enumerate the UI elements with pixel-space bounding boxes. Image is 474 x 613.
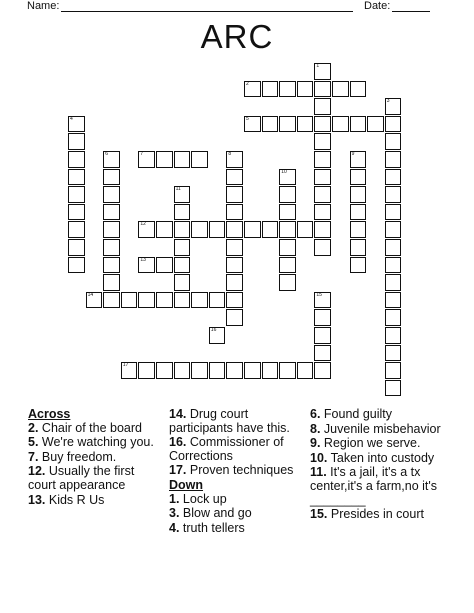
- grid-cell[interactable]: [385, 98, 402, 115]
- clue-column-1: [28, 408, 163, 508]
- grid-cell[interactable]: [121, 292, 138, 309]
- grid-cell[interactable]: [385, 169, 402, 186]
- clue-text: Proven techniques: [186, 463, 294, 478]
- grid-cell[interactable]: [68, 257, 85, 274]
- grid-cell[interactable]: [262, 362, 279, 379]
- cell-number: 13: [140, 256, 146, 263]
- clue-item: [28, 422, 163, 436]
- grid-cell[interactable]: [191, 151, 208, 168]
- cell-number: 12: [140, 221, 146, 228]
- grid-cell[interactable]: [385, 362, 402, 379]
- grid-cell[interactable]: [174, 221, 191, 238]
- grid-cell[interactable]: [244, 81, 261, 98]
- cell-number: 1: [316, 63, 320, 69]
- grid-cell[interactable]: [385, 186, 402, 203]
- grid-cell[interactable]: [314, 116, 331, 133]
- clue-number: 14.: [169, 407, 187, 421]
- grid-cell[interactable]: [297, 362, 314, 379]
- grid-cell[interactable]: [350, 257, 367, 274]
- grid-cell[interactable]: [350, 169, 367, 186]
- clue-text: Region we serve.: [320, 436, 421, 451]
- grid-cell[interactable]: [174, 239, 191, 256]
- clue-item: [28, 494, 163, 508]
- grid-cell[interactable]: [279, 186, 296, 203]
- grid-cell[interactable]: [209, 221, 226, 238]
- grid-cell[interactable]: [174, 362, 191, 379]
- grid-cell[interactable]: [226, 221, 243, 238]
- clue-item: [28, 465, 163, 492]
- clue-item: [310, 508, 450, 522]
- grid-cell[interactable]: [226, 186, 243, 203]
- grid-cell[interactable]: [226, 362, 243, 379]
- grid-cell[interactable]: [332, 81, 349, 98]
- grid-cell[interactable]: [367, 116, 384, 133]
- grid-cell[interactable]: [314, 309, 331, 326]
- grid-cell[interactable]: [156, 362, 173, 379]
- cell-number: 7: [140, 151, 144, 157]
- grid-cell[interactable]: [350, 221, 367, 238]
- grid-cell[interactable]: [191, 362, 208, 379]
- grid-cell[interactable]: [138, 151, 155, 168]
- cell-number: 15: [316, 291, 322, 298]
- across-heading: Across: [28, 407, 71, 421]
- grid-cell[interactable]: [226, 169, 243, 186]
- grid-cell[interactable]: [314, 221, 331, 238]
- clue-text: Taken into custody: [327, 450, 435, 465]
- clue-number: 9.: [310, 436, 321, 451]
- grid-cell[interactable]: [385, 292, 402, 309]
- grid-cell[interactable]: [279, 274, 296, 291]
- grid-cell[interactable]: [103, 274, 120, 291]
- clue-number: 7.: [28, 449, 39, 464]
- cell-number: 2: [246, 80, 249, 87]
- clue-item: [28, 451, 163, 465]
- grid-cell[interactable]: [279, 169, 296, 186]
- grid-cell[interactable]: [226, 292, 243, 309]
- clue-number: 17.: [169, 463, 187, 478]
- clue-text: Buy freedom.: [38, 449, 117, 464]
- grid-cell[interactable]: [279, 257, 296, 274]
- grid-cell[interactable]: [314, 327, 331, 344]
- grid-cell[interactable]: [209, 292, 226, 309]
- clue-number: 12.: [28, 464, 46, 479]
- grid-cell[interactable]: [297, 116, 314, 133]
- grid-cell[interactable]: [156, 292, 173, 309]
- grid-cell[interactable]: [209, 327, 226, 344]
- grid-cell[interactable]: [68, 151, 85, 168]
- clue-number: 5.: [28, 435, 39, 450]
- grid-cell[interactable]: [103, 186, 120, 203]
- clue-text: Presides in court: [327, 507, 424, 522]
- clue-text: Found guilty: [320, 407, 393, 421]
- grid-cell[interactable]: [279, 362, 296, 379]
- grid-cell[interactable]: [138, 257, 155, 274]
- grid-cell[interactable]: [385, 345, 402, 362]
- clue-text: truth tellers: [179, 520, 245, 535]
- clue-number: 13.: [28, 492, 46, 507]
- grid-cell[interactable]: [226, 274, 243, 291]
- grid-cell[interactable]: [226, 309, 243, 326]
- cell-number: 6: [105, 151, 108, 157]
- clue-number: 6.: [310, 407, 321, 421]
- grid-cell[interactable]: [68, 133, 85, 150]
- cell-number: 10: [281, 168, 287, 175]
- grid-cell[interactable]: [174, 292, 191, 309]
- grid-cell[interactable]: [314, 239, 331, 256]
- clue-text: Juvenile misbehavior: [320, 421, 441, 436]
- clue-item: [169, 507, 307, 521]
- clue-item: [310, 466, 450, 507]
- grid-cell[interactable]: [103, 169, 120, 186]
- clue-item: [310, 452, 450, 466]
- grid-cell[interactable]: [103, 221, 120, 238]
- cell-number: 9: [351, 151, 355, 157]
- grid-cell[interactable]: [226, 239, 243, 256]
- grid-cell[interactable]: [332, 116, 349, 133]
- grid-cell[interactable]: [279, 81, 296, 98]
- grid-cell[interactable]: [103, 292, 120, 309]
- clue-text: We're watching you.: [38, 435, 154, 450]
- grid-cell[interactable]: [314, 98, 331, 115]
- grid-cell[interactable]: [226, 151, 243, 168]
- clue-text: Kids R Us: [45, 492, 105, 507]
- grid-cell[interactable]: [314, 81, 331, 98]
- cell-number: 11: [175, 186, 181, 193]
- down-clue-list: [169, 493, 307, 536]
- grid-cell[interactable]: [244, 362, 261, 379]
- clue-item: [169, 436, 307, 463]
- clue-text: It's a jail, it's a tx center,it's a farm,no it's ________: [310, 465, 438, 507]
- grid-cell[interactable]: [385, 239, 402, 256]
- grid-cell[interactable]: [350, 186, 367, 203]
- clue-item: [169, 464, 307, 478]
- grid-cell[interactable]: [138, 221, 155, 238]
- across-clue-list-cont: [169, 408, 307, 478]
- grid-cell[interactable]: [191, 292, 208, 309]
- grid-cell[interactable]: [68, 239, 85, 256]
- clue-number: 3.: [169, 506, 180, 521]
- down-heading: Down: [169, 477, 204, 492]
- cell-number: 8: [228, 151, 232, 157]
- grid-cell[interactable]: [68, 169, 85, 186]
- clue-text: Usually the first court appearance: [28, 464, 135, 492]
- grid-cell[interactable]: [209, 362, 226, 379]
- clue-text: Drug court participants have this.: [169, 407, 290, 435]
- grid-cell[interactable]: [314, 362, 331, 379]
- clue-item: [28, 436, 163, 450]
- cell-number: 17: [122, 362, 129, 369]
- clue-number: 11.: [310, 465, 327, 480]
- cell-number: 4: [70, 115, 73, 122]
- grid-cell[interactable]: [191, 221, 208, 238]
- grid-cell[interactable]: [385, 116, 402, 133]
- grid-cell[interactable]: [174, 186, 191, 203]
- clue-text: Commissioner of Corrections: [169, 435, 284, 463]
- clue-number: 16.: [169, 435, 187, 450]
- grid-cell[interactable]: [244, 116, 261, 133]
- clue-text: Lock up: [179, 491, 227, 506]
- grid-cell[interactable]: [350, 204, 367, 221]
- grid-cell[interactable]: [279, 204, 296, 221]
- grid-cell[interactable]: [68, 221, 85, 238]
- clue-number: 4.: [169, 520, 180, 535]
- cell-number: 5: [246, 115, 249, 122]
- grid-cell[interactable]: [262, 221, 279, 238]
- clues-section: [0, 402, 474, 612]
- grid-cell[interactable]: [103, 204, 120, 221]
- grid-cell[interactable]: [385, 309, 402, 326]
- name-label: Name:: [27, 0, 60, 12]
- grid-cell[interactable]: [279, 116, 296, 133]
- grid-cell[interactable]: [314, 345, 331, 362]
- grid-cell[interactable]: [385, 151, 402, 168]
- grid-cell[interactable]: [279, 239, 296, 256]
- grid-cell[interactable]: [297, 221, 314, 238]
- clue-column-2: [169, 408, 307, 536]
- grid-cell[interactable]: [174, 204, 191, 221]
- clue-column-3: [310, 408, 450, 523]
- grid-cell[interactable]: [68, 116, 85, 133]
- grid-cell[interactable]: [262, 116, 279, 133]
- grid-cell[interactable]: [350, 239, 367, 256]
- grid-cell[interactable]: [385, 380, 402, 397]
- clue-number: 1.: [169, 491, 180, 506]
- grid-cell[interactable]: [297, 81, 314, 98]
- grid-cell[interactable]: [314, 133, 331, 150]
- clue-number: 10.: [310, 450, 328, 465]
- grid-cell[interactable]: [226, 204, 243, 221]
- grid-cell[interactable]: [226, 257, 243, 274]
- grid-cell[interactable]: [314, 204, 331, 221]
- grid-cell[interactable]: [86, 292, 103, 309]
- grid-cell[interactable]: [68, 186, 85, 203]
- grid-cell[interactable]: [350, 151, 367, 168]
- clue-item: [310, 423, 450, 437]
- grid-cell[interactable]: [350, 116, 367, 133]
- grid-cell[interactable]: [156, 221, 173, 238]
- clue-item: [169, 522, 307, 536]
- grid-cell[interactable]: [68, 204, 85, 221]
- across-clue-list: [28, 422, 163, 508]
- grid-cell[interactable]: [385, 274, 402, 291]
- grid-cell[interactable]: [314, 292, 331, 309]
- grid-cell[interactable]: [314, 169, 331, 186]
- date-label: Date:: [364, 0, 391, 12]
- clue-item: [310, 408, 450, 422]
- cell-number: 3: [386, 98, 390, 105]
- grid-cell[interactable]: [350, 81, 367, 98]
- grid-cell[interactable]: [385, 221, 402, 238]
- cell-number: 16: [210, 327, 217, 333]
- grid-cell[interactable]: [121, 362, 138, 379]
- grid-cell[interactable]: [385, 257, 402, 274]
- grid-cell[interactable]: [385, 133, 402, 150]
- clue-text: Blow and go: [179, 506, 252, 521]
- grid-cell[interactable]: [244, 221, 261, 238]
- grid-cell[interactable]: [385, 204, 402, 221]
- clue-number: 2.: [28, 420, 39, 435]
- grid-cell[interactable]: [156, 151, 173, 168]
- grid-cell[interactable]: [138, 292, 155, 309]
- grid-cell[interactable]: [103, 151, 120, 168]
- clue-text: Chair of the board: [38, 420, 142, 435]
- grid-cell[interactable]: [138, 362, 155, 379]
- puzzle-title: ARC: [200, 18, 274, 55]
- grid-cell[interactable]: [314, 63, 331, 80]
- down-clue-list-cont: [310, 408, 450, 522]
- clue-item: [169, 493, 307, 507]
- grid-cell[interactable]: [385, 327, 402, 344]
- grid-cell[interactable]: [103, 257, 120, 274]
- clue-item: [169, 408, 307, 435]
- grid-cell[interactable]: [174, 257, 191, 274]
- grid-cell[interactable]: [262, 81, 279, 98]
- cell-number: 14: [87, 291, 94, 298]
- grid-cell[interactable]: [174, 151, 191, 168]
- grid-cell[interactable]: [314, 151, 331, 168]
- grid-cell[interactable]: [174, 274, 191, 291]
- grid-cell[interactable]: [103, 239, 120, 256]
- clue-number: 15.: [310, 507, 328, 522]
- grid-cell[interactable]: [314, 186, 331, 203]
- grid-cell[interactable]: [156, 257, 173, 274]
- grid-cell[interactable]: [279, 221, 296, 238]
- clue-number: 8.: [310, 421, 321, 436]
- clue-item: [310, 437, 450, 451]
